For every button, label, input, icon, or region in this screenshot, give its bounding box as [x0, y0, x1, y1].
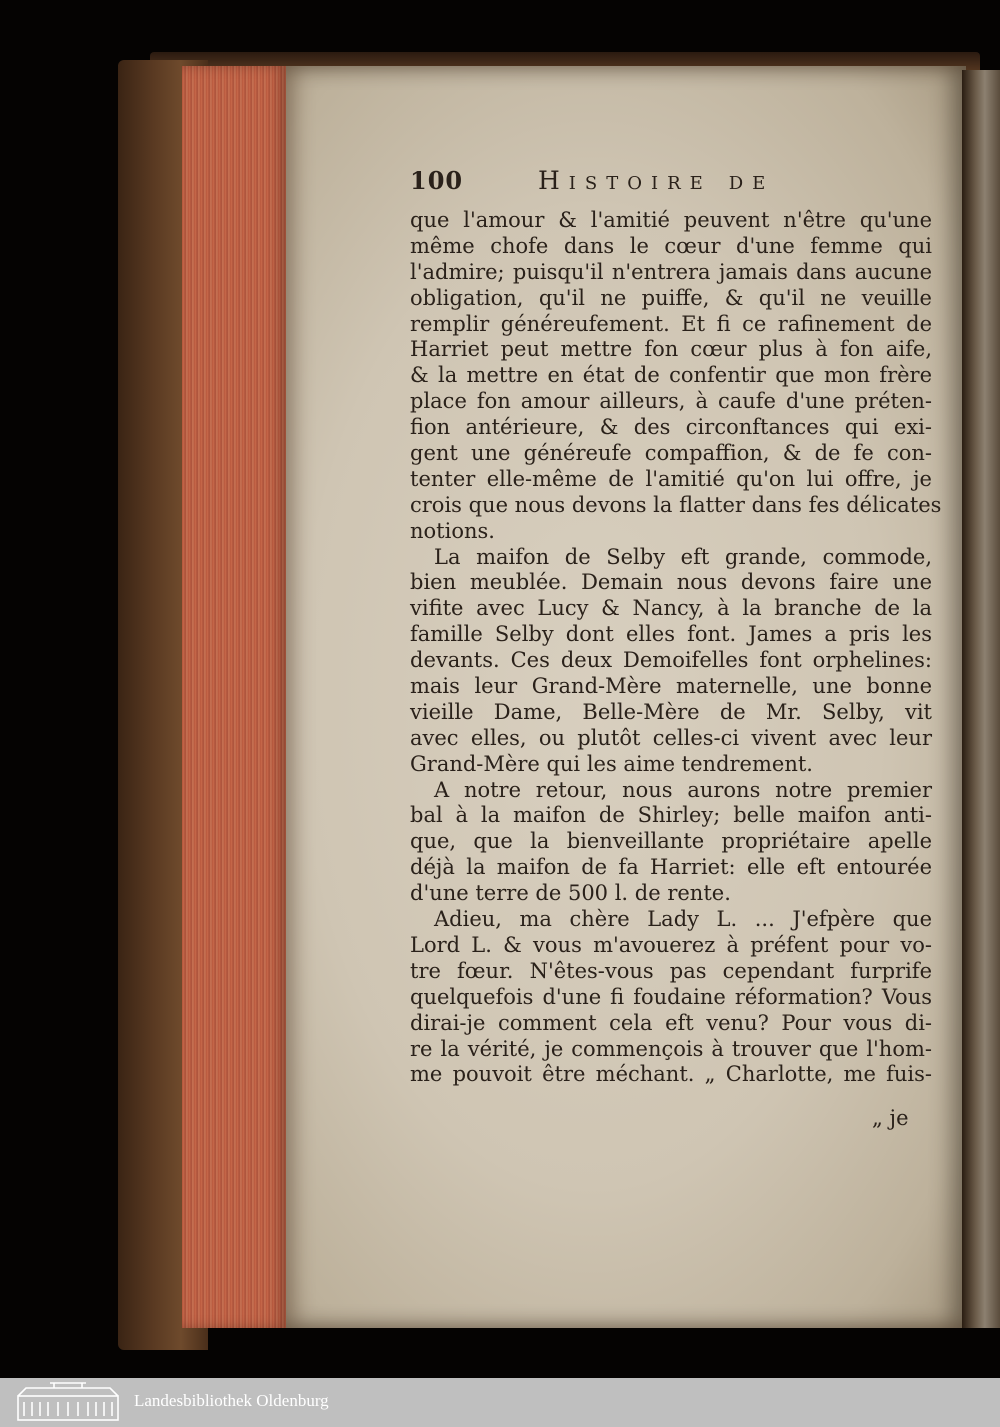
- text-line: A notre retour, nous aurons notre premier: [434, 777, 932, 802]
- text-line: vieille Dame, Belle-Mère de Mr. Selby, vit: [410, 699, 932, 724]
- text-line: avec elles, ou plutôt celles-ci vivent avec leur: [410, 725, 932, 750]
- text-line: Lord L. & vous m'avouerez à préfent pour vo-: [410, 932, 932, 957]
- text-line: mais leur Grand-Mère maternelle, une bonne: [410, 674, 932, 699]
- text-line: re la vérité, je commençois à trouver que l'hom-: [410, 1036, 932, 1061]
- library-name: Landesbibliothek Oldenburg: [134, 1391, 329, 1410]
- book-gutter: [962, 70, 1000, 1328]
- body-text: [410, 208, 942, 1088]
- page-header: [410, 166, 940, 200]
- running-head: Histoire de: [538, 166, 775, 195]
- text-line: & la mettre en état de confentir que mon frère: [410, 363, 932, 388]
- text-line: crois que nous devons la flatter dans fes délicates: [410, 492, 942, 517]
- text-line: dirai-je comment cela eft venu? Pour vous di-: [410, 1010, 932, 1035]
- text-line: La maifon de Selby eft grande, commode,: [434, 544, 932, 569]
- text-line: remplir généreufement. Et fi ce rafinement de: [410, 311, 932, 336]
- text-line: fion antérieure, & des circonftances qui exi-: [410, 415, 932, 440]
- footer-bar: [0, 1378, 1000, 1427]
- page-edges: [182, 66, 288, 1328]
- library-building-icon: [14, 1382, 122, 1422]
- text-line: vifite avec Lucy & Nancy, à la branche de la: [410, 596, 932, 621]
- text-line: devants. Ces deux Demoifelles font orphelines:: [410, 648, 932, 673]
- text-line: d'une terre de 500 l. de rente.: [410, 881, 731, 906]
- text-line: Adieu, ma chère Lady L. ... J'efpère que: [434, 907, 932, 932]
- text-line: place fon amour ailleurs, à caufe d'une préten-: [410, 389, 932, 414]
- text-line: gent une généreufe compaffion, & de fe con-: [410, 441, 932, 466]
- text-line: bien meublée. Demain nous devons faire une: [410, 570, 932, 595]
- text-line: Harriet peut mettre fon cœur plus à fon aife,: [410, 337, 932, 362]
- text-line: que l'amour & l'amitié peuvent n'être qu'une: [410, 208, 932, 232]
- text-line: que, que la bienveillante propriétaire apelle: [410, 829, 932, 854]
- text-line: notions.: [410, 518, 495, 543]
- text-line: l'admire; puisqu'il n'entrera jamais dans aucune: [410, 259, 932, 284]
- text-line: même chofe dans le cœur d'une femme qui: [410, 233, 932, 258]
- text-line: famille Selby dont elles font. James a pris les: [410, 622, 932, 647]
- text-line: déjà la maifon de fa Harriet: elle eft entourée: [410, 855, 932, 880]
- text-line: me pouvoit être méchant. „ Charlotte, me fuis-: [410, 1062, 932, 1087]
- text-line: Grand-Mère qui les aime tendrement.: [410, 751, 813, 776]
- text-line: bal à la maifon de Shirley; belle maifon anti-: [410, 803, 932, 828]
- text-line: tenter elle-même de l'amitié qu'on lui offre, je: [410, 466, 932, 491]
- text-line: tre fœur. N'êtes-vous pas cependant furprife: [410, 958, 932, 983]
- text-line: quelquefois d'une fi foudaine réformation? Vous: [410, 984, 932, 1009]
- catchword: „ je: [872, 1106, 909, 1130]
- page-number: 100: [410, 166, 464, 195]
- text-line: obligation, qu'il ne puiffe, & qu'il ne veuille: [410, 285, 932, 310]
